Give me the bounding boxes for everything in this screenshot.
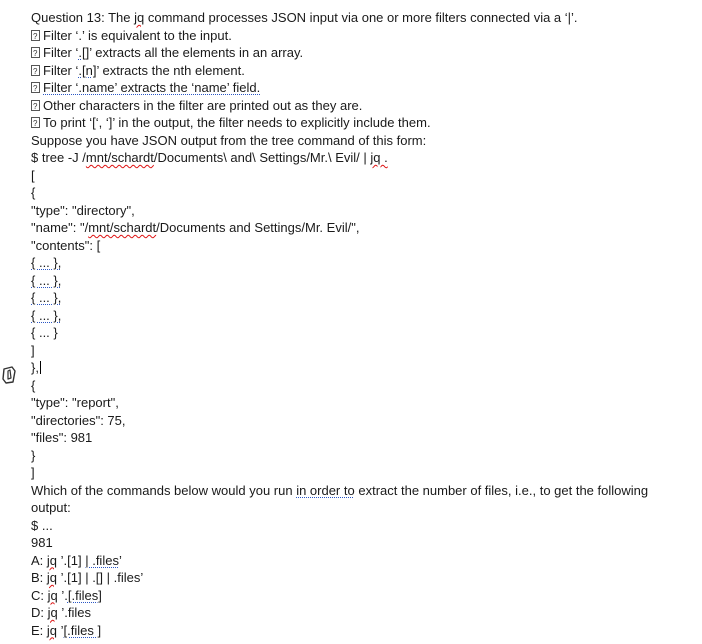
text-run: { ... },	[31, 307, 62, 323]
text-run: in order to	[296, 482, 355, 498]
text-run: { ... },	[31, 290, 62, 305]
text-run: [.files]	[67, 587, 102, 603]
text-run: ’.	[57, 587, 68, 603]
text-run: ’.[1]	[57, 552, 86, 568]
text-run: ’.[1] | .[] | .files’	[57, 570, 144, 585]
text-run: /Documents\ and\ Settings/Mr.\ Evil/ |	[153, 150, 371, 165]
text-run: Filter ‘.name’ extracts the ‘name’ field.	[43, 80, 261, 95]
text-run: command processes JSON input via one or more filters connected via a ‘|’.	[144, 10, 578, 25]
text-run: jq	[46, 570, 58, 585]
missing-glyph-bullet-icon	[31, 47, 40, 58]
text-run: jq	[47, 587, 58, 603]
text-run: | .files	[85, 552, 119, 568]
text-run: {	[31, 377, 36, 393]
document-line	[31, 149, 691, 167]
document-line	[31, 517, 691, 535]
text-run: mnt/schardt	[85, 150, 154, 165]
document-line	[31, 307, 691, 325]
missing-glyph-bullet-icon	[31, 65, 40, 76]
text-run: "name": "/	[31, 220, 89, 235]
missing-glyph-bullet-icon	[31, 82, 40, 93]
document-line	[31, 499, 691, 517]
text-run: A:	[31, 552, 47, 568]
text-run: }	[31, 447, 36, 463]
document-line	[31, 359, 691, 377]
text-run: .[n]	[78, 62, 97, 78]
document-line	[31, 62, 691, 80]
text-run: Other characters in the filter are printed out as they are.	[43, 97, 363, 113]
text-run: { ... }	[31, 325, 58, 340]
document-line	[31, 534, 691, 552]
text-run: "contents": [	[31, 237, 101, 253]
document-line	[31, 237, 691, 255]
text-run: $ tree -J /	[31, 150, 86, 165]
text-run: E:	[31, 622, 47, 638]
document-line	[31, 167, 691, 185]
text-run: [	[31, 167, 35, 183]
text-run: 981	[31, 535, 53, 550]
document-line	[31, 132, 691, 150]
text-run: { ... },	[31, 255, 62, 270]
text-run: /Documents and Settings/Mr. Evil/",	[156, 220, 360, 235]
text-run: { ... },	[31, 272, 62, 288]
text-run: },	[31, 360, 39, 375]
text-run: B:	[31, 570, 47, 585]
document-line	[31, 272, 691, 290]
text-run: Filter ‘.’ is equivalent to the input.	[43, 27, 232, 43]
document-line	[31, 289, 691, 307]
text-run: mnt/schardt	[88, 220, 157, 235]
document-line	[31, 324, 691, 342]
text-run: $ ...	[31, 517, 53, 533]
text-run: "directories": 75,	[31, 412, 126, 428]
missing-glyph-bullet-icon	[31, 100, 40, 111]
text-run: D:	[31, 605, 48, 620]
text-run: Filter ‘	[43, 62, 79, 78]
document-line	[31, 97, 691, 115]
document-line	[31, 412, 691, 430]
text-run: ]	[31, 342, 35, 358]
document-body[interactable]	[31, 9, 691, 639]
text-run: To print ‘[‘, ‘]’ in the output, the filter needs to explicitly include them.	[43, 115, 431, 130]
document-line	[31, 377, 691, 395]
text-run: jq	[46, 622, 58, 638]
text-run: "type": "directory",	[31, 202, 135, 218]
text-run: Question 13: The	[31, 10, 135, 25]
document-line	[31, 254, 691, 272]
document-line	[31, 429, 691, 447]
document-line	[31, 569, 691, 587]
missing-glyph-bullet-icon	[31, 30, 40, 41]
document-line	[31, 9, 691, 27]
text-run: ’ extracts all the elements in an array.	[89, 45, 304, 60]
text-run: .[]	[78, 45, 90, 60]
text-run: jq	[47, 605, 58, 620]
document-line	[31, 552, 691, 570]
text-run: ’	[57, 622, 64, 638]
missing-glyph-bullet-icon	[31, 117, 40, 128]
text-run: jq	[134, 10, 145, 25]
text-run: jq	[46, 552, 58, 568]
text-run: ]	[31, 465, 35, 480]
document-line	[31, 587, 691, 605]
document-line	[31, 447, 691, 465]
document-line	[31, 219, 691, 237]
document-line	[31, 342, 691, 360]
text-run: "type": "report",	[31, 395, 119, 410]
document-line	[31, 464, 691, 482]
text-run: {	[31, 185, 36, 200]
document-line	[31, 184, 691, 202]
document-line	[31, 604, 691, 622]
text-run: Which of the commands below would you run	[31, 482, 297, 498]
document-line	[31, 44, 691, 62]
text-run: ’ extracts the nth element.	[96, 62, 245, 78]
text-run: jq .	[370, 150, 388, 165]
text-run: C:	[31, 587, 48, 603]
text-run: ’.files	[57, 605, 91, 620]
document-line	[31, 27, 691, 45]
document-line	[31, 114, 691, 132]
text-run: output:	[31, 500, 71, 515]
document-line	[31, 202, 691, 220]
copilot-icon[interactable]	[0, 365, 18, 385]
text-run: [.files ]	[63, 622, 102, 638]
document-line	[31, 482, 691, 500]
text-run: Suppose you have JSON output from the tree command of this form:	[31, 132, 427, 148]
text-run: "files": 981	[31, 430, 93, 445]
document-line	[31, 79, 691, 97]
text-run: Filter ‘	[43, 45, 79, 60]
text-run: ’	[118, 552, 122, 568]
text-run: extract the number of files, i.e., to get the following	[354, 482, 649, 498]
text-cursor	[40, 361, 41, 374]
document-line	[31, 622, 691, 640]
document-line	[31, 394, 691, 412]
